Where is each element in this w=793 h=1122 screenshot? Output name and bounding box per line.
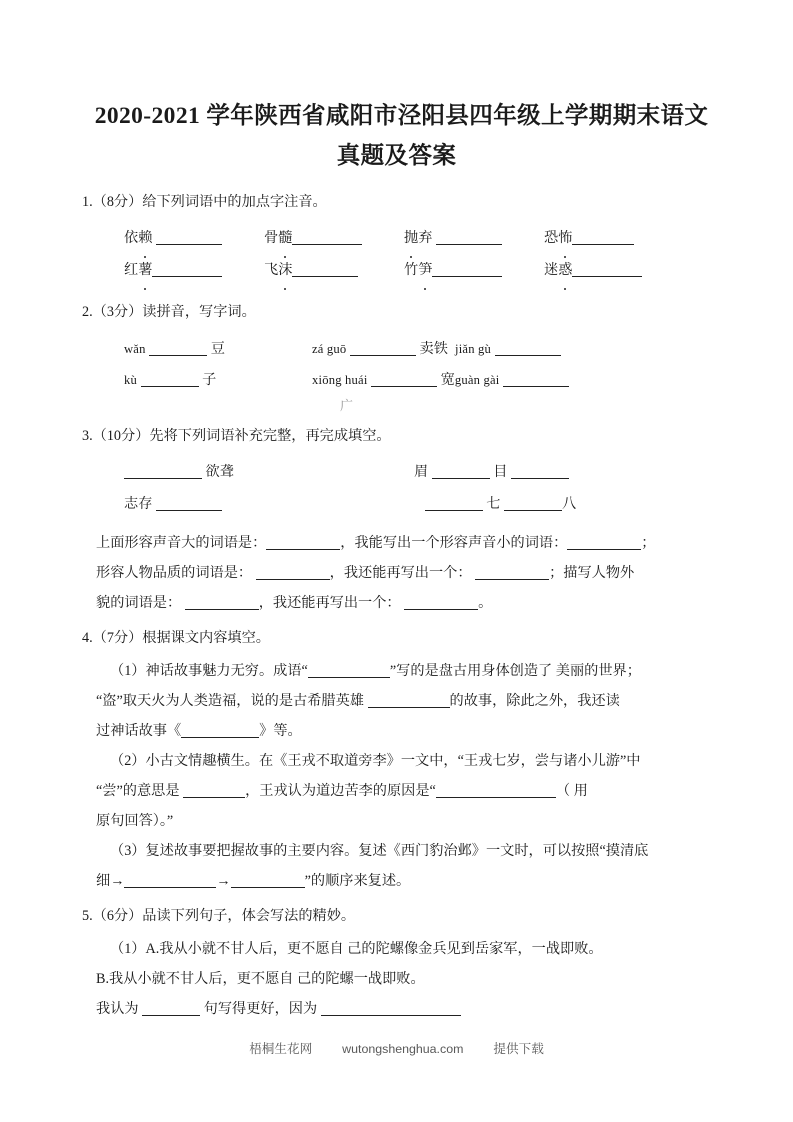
answer-blank[interactable] (436, 231, 502, 245)
idiom-text: 欲聋 (205, 464, 234, 480)
question-3-text-line (96, 588, 709, 618)
question-4-2-line (96, 776, 709, 806)
question-5-body (96, 934, 709, 1024)
text-segment: ，我还能再写出一个： (258, 595, 401, 611)
word-entry (124, 222, 264, 254)
answer-blank[interactable] (368, 694, 450, 708)
idiom-char: 眉 (414, 464, 429, 480)
question-2 (82, 302, 709, 416)
text-segment: 貌的词语是： (96, 595, 182, 611)
question-4 (82, 628, 709, 896)
text-segment: ； (641, 535, 656, 551)
exam-body (0, 192, 793, 1024)
question-4-3-line: （3）复述故事要把握故事的主要内容。复述《西门豹治邺》一文时，可以按照“摸清底 (110, 843, 649, 859)
answer-blank[interactable] (432, 465, 490, 479)
question-4-2-line: 原句回答）。” (96, 813, 174, 829)
text-segment: “尝”的意思是 (96, 783, 180, 799)
question-5-line: （1）A.我从小就不甘人后，更不愿自 己的陀螺像金兵见到岳家军，一战即败。 (110, 941, 603, 957)
word-char: 弃 (418, 230, 433, 246)
pinyin-text: xiōng huái (312, 373, 368, 387)
answer-blank[interactable] (432, 263, 502, 277)
answer-blank[interactable] (256, 566, 330, 580)
answer-blank[interactable] (504, 497, 562, 511)
idiom-char: 七 (486, 496, 501, 512)
question-2-ghost-row (124, 396, 709, 416)
question-2-heading: 2.（3分）读拼音，写字词。 (82, 304, 256, 320)
question-4-1-line (96, 716, 709, 746)
text-segment: ，我还能再写出一个： (329, 565, 472, 581)
text-segment: （ 用 (555, 783, 588, 799)
dotted-char: 沫 (278, 254, 292, 286)
idiom-text: 志存 (124, 496, 153, 512)
answer-blank[interactable] (572, 263, 642, 277)
answer-blank[interactable] (156, 497, 222, 511)
text-segment: （1）神话故事魅力无穷。成语“ (110, 663, 308, 679)
text-segment: ”写的是盘古用身体创造了 美丽的世界； (389, 663, 641, 679)
question-4-3-line (96, 866, 709, 896)
word-char: 红 (124, 262, 139, 278)
answer-blank[interactable] (436, 784, 556, 798)
page-title (0, 0, 793, 176)
answer-blank[interactable] (141, 373, 199, 387)
dotted-char: 怖 (558, 222, 572, 254)
question-1 (82, 192, 709, 286)
text-segment: “盗”取天火为人类造福，说的是古希腊英雄 (96, 693, 364, 709)
question-4-2-line: （2）小古文情趣横生。在《王戎不取道旁李》一文中，“王戎七岁，尝与诸小儿游”中 (110, 753, 641, 769)
question-1-row (124, 254, 709, 286)
answer-blank[interactable] (266, 536, 340, 550)
answer-blank[interactable] (511, 465, 569, 479)
answer-blank[interactable] (404, 596, 478, 610)
answer-blank[interactable] (183, 784, 245, 798)
word-entry (404, 222, 544, 254)
text-segment: 细→ (96, 873, 125, 889)
footer-site-url: wutongshenghua.com (342, 1042, 464, 1056)
question-5-answer-line (96, 994, 709, 1024)
question-3-text-line (96, 528, 709, 558)
idiom-entry (124, 456, 414, 488)
text-segment: ；描写人物外 (549, 565, 635, 581)
question-4-body (96, 656, 709, 896)
question-3 (82, 426, 709, 618)
word-char: 骨 (264, 230, 279, 246)
idiom-entry (414, 496, 576, 512)
dotted-char: 薯 (138, 254, 152, 286)
answer-blank[interactable] (292, 263, 358, 277)
word-char: 竹 (404, 262, 419, 278)
word-entry (124, 254, 264, 286)
answer-blank[interactable] (152, 263, 222, 277)
pinyin-entry (124, 334, 312, 365)
text-segment: 上面形容声音大的词语是： (96, 535, 267, 551)
page-footer (0, 1038, 793, 1057)
answer-blank[interactable] (503, 373, 569, 387)
question-1-word-grid (96, 222, 709, 286)
pinyin-mid: 宽 (440, 372, 455, 388)
answer-blank[interactable] (181, 724, 259, 738)
word-entry (544, 254, 684, 286)
answer-blank[interactable] (350, 342, 416, 356)
idiom-entry (414, 464, 569, 480)
answer-blank[interactable] (231, 874, 305, 888)
idiom-char: 八 (561, 496, 577, 512)
text-segment: 的故事，除此之外，我还读 (449, 693, 620, 709)
text-segment: 》等。 (259, 723, 302, 739)
word-entry (264, 254, 404, 286)
text-segment: 句写得更好，因为 (203, 1001, 318, 1017)
pinyin-text: wǎn (124, 342, 146, 356)
question-1-heading: 1.（8分）给下列词语中的加点字注音。 (82, 194, 327, 210)
pinyin-text: guàn gài (454, 373, 500, 387)
answer-blank[interactable] (425, 497, 483, 511)
answer-blank[interactable] (475, 566, 549, 580)
word-char: 恐 (544, 230, 559, 246)
question-3-idiom-grid (96, 456, 709, 520)
pinyin-entry (312, 334, 561, 365)
dotted-char: 赖 (138, 222, 152, 254)
idiom-char: 目 (493, 464, 508, 480)
footer-action: 提供下载 (493, 1042, 544, 1056)
answer-blank[interactable] (124, 465, 202, 479)
text-segment: ，王戎认为道边苦李的原因是“ (245, 783, 436, 799)
title-line-1: 2020-2021 学年陕西省咸阳市泾阳县四年级上学期期末语文 (94, 103, 709, 129)
text-segment: 过神话故事《 (96, 723, 182, 739)
question-3-row (124, 488, 709, 520)
answer-blank[interactable] (156, 231, 222, 245)
question-2-row (124, 365, 709, 396)
answer-blank[interactable] (572, 231, 634, 245)
question-4-1-line (96, 686, 709, 716)
dotted-char: 抛 (404, 222, 418, 254)
pinyin-suffix: 子 (202, 372, 217, 388)
title-line-2: 真题及答案 (336, 143, 457, 169)
answer-blank[interactable] (149, 342, 207, 356)
dotted-char: 髓 (278, 222, 292, 254)
question-4-heading: 4.（7分）根据课文内容填空。 (82, 630, 270, 646)
answer-blank[interactable] (292, 231, 362, 245)
question-3-row (124, 456, 709, 488)
text-segment: ，我能写出一个形容声音小的词语： (340, 535, 568, 551)
pinyin-suffix: 卖铁 (419, 341, 448, 357)
question-3-heading: 3.（10分）先将下列词语补充完整，再完成填空。 (82, 428, 391, 444)
pinyin-text: kù (124, 373, 137, 387)
question-3-fill-text (96, 528, 709, 618)
text-segment: 形容人物品质的词语是： (96, 565, 253, 581)
word-entry (264, 222, 404, 254)
text-segment: ”的顺序来复述。 (304, 873, 411, 889)
pinyin-suffix: 豆 (210, 341, 225, 357)
answer-blank[interactable] (371, 373, 437, 387)
word-entry (544, 222, 684, 254)
question-5-heading: 5.（6分）品读下列句子，体会写法的精妙。 (82, 908, 356, 924)
question-1-row (124, 222, 709, 254)
pinyin-text: jiǎn gù (455, 342, 492, 356)
ghost-char: 广 (340, 398, 354, 413)
answer-blank[interactable] (495, 342, 561, 356)
word-char: 迷 (544, 262, 559, 278)
pinyin-entry (124, 365, 312, 396)
answer-blank[interactable] (142, 1002, 200, 1016)
idiom-entry (124, 488, 414, 520)
question-4-1-line (96, 656, 709, 686)
question-5-line: B.我从小就不甘人后，更不愿自 己的陀螺一战即败。 (96, 971, 425, 987)
dotted-char: 笋 (418, 254, 432, 286)
answer-blank[interactable] (185, 596, 259, 610)
footer-site-name: 梧桐生花网 (249, 1042, 313, 1056)
word-char: 依 (124, 230, 139, 246)
answer-blank[interactable] (567, 536, 641, 550)
text-segment: 。 (478, 595, 493, 611)
question-2-pinyin-grid (96, 334, 709, 416)
answer-blank[interactable] (308, 664, 390, 678)
word-char: 飞 (264, 262, 279, 278)
pinyin-text: zá guō (312, 342, 347, 356)
answer-blank[interactable] (124, 874, 216, 888)
word-entry (404, 254, 544, 286)
question-3-text-line (96, 558, 709, 588)
answer-blank[interactable] (321, 1002, 461, 1016)
pinyin-entry (312, 365, 569, 396)
text-segment: → (216, 873, 231, 889)
text-segment: 我认为 (96, 1001, 139, 1017)
question-5 (82, 906, 709, 1024)
dotted-char: 惑 (558, 254, 572, 286)
question-2-row (124, 334, 709, 365)
